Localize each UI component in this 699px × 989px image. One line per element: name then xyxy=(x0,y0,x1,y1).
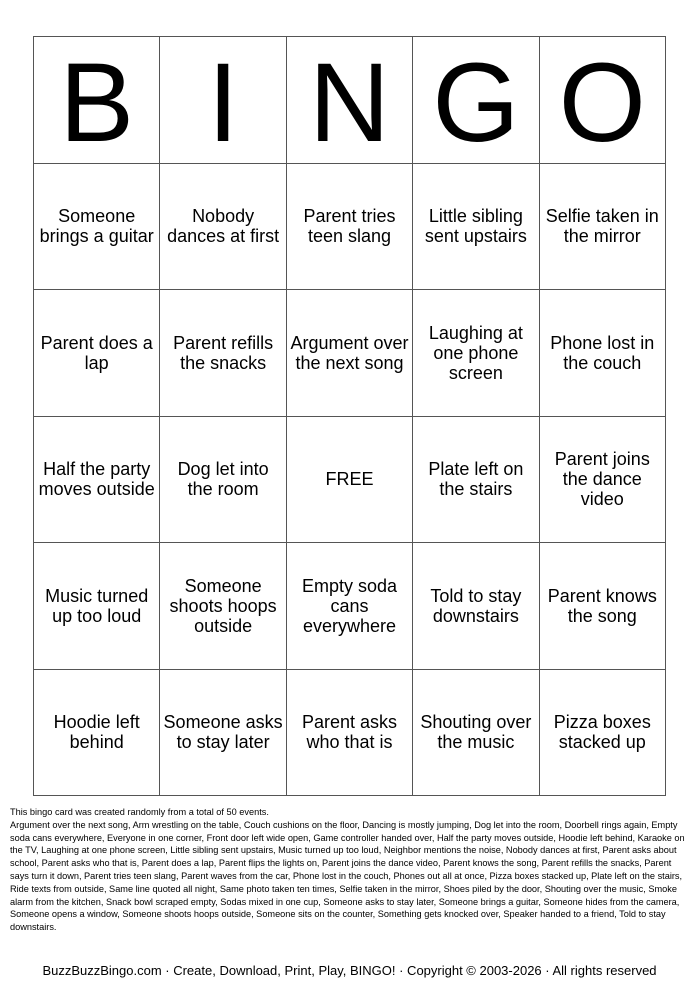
bingo-cell: Shouting over the music xyxy=(413,670,539,797)
header-letter-i: I xyxy=(160,37,286,164)
site-footer: BuzzBuzzBingo.com · Create, Download, Print, Play, BINGO! · Copyright © 2003-2026 · All rights reserved xyxy=(42,963,657,978)
bingo-cell: Parent joins the dance video xyxy=(540,417,666,544)
event-list-footnote xyxy=(10,806,692,934)
bingo-cell: Phone lost in the couch xyxy=(540,290,666,417)
bingo-cell: Little sibling sent upstairs xyxy=(413,164,539,291)
bingo-cell: Told to stay downstairs xyxy=(413,543,539,670)
bingo-cell: Half the party moves outside xyxy=(34,417,160,544)
bingo-cell: Music turned up too loud xyxy=(34,543,160,670)
bingo-cell: Parent does a lap xyxy=(34,290,160,417)
bingo-cell: Pizza boxes stacked up xyxy=(540,670,666,797)
header-letter-o: O xyxy=(540,37,666,164)
bingo-cell: Plate left on the stairs xyxy=(413,417,539,544)
bingo-card xyxy=(33,36,666,796)
bingo-cell: Nobody dances at first xyxy=(160,164,286,291)
footnote-event-list: Argument over the next song, Arm wrestling on the table, Couch cushions on the floor, Dancing is mostly jumping, Dog let into the room, Doorbell rings again, Empty soda cans everywhere, Everyone in one corner, Front door left wide open, Game controller handed over, Half the party moves outside, Hoodie left behind, Karaoke on the TV, Laughing at one phone screen, Little sibling sent upstairs, Music turned up too loud, Neighbor mentions the noise, Nobody dances at first, Parent asks about school, Parent asks who that is, Parent does a lap, Parent flips the lights on, Parent joins the dance video, Parent knows the song, Parent refills the snacks, Parent says turn it down, Parent tries teen slang, Parent waves from the car, Phone lost in the couch, Phones out all at once, Pizza boxes stacked up, Plate left on the stairs, Ride texts from outside, Same line quoted all night, Same photo taken ten times, Selfie taken in the mirror, Shoes piled by the door, Shouting over the music, Smoke alarm from the kitchen, Snack bowl scraped empty, Sodas mixed in one cup, Someone asks to stay later, Someone brings a guitar, Someone hides from the camera, Someone opens a window, Someone shoots hoops outside, Someone sits on the counter, Something gets knocked over, Speaker handed to a friend, Told to stay downstairs. xyxy=(10,819,685,933)
bingo-cell: Parent tries teen slang xyxy=(287,164,413,291)
bingo-cell: Selfie taken in the mirror xyxy=(540,164,666,291)
footnote-intro: This bingo card was created randomly from a total of 50 events. xyxy=(10,807,269,817)
bingo-cell: Someone shoots hoops outside xyxy=(160,543,286,670)
header-letter-b: B xyxy=(34,37,160,164)
bingo-cell: Hoodie left behind xyxy=(34,670,160,797)
bingo-cell: Parent knows the song xyxy=(540,543,666,670)
free-space-cell: FREE xyxy=(287,417,413,544)
bingo-cell: Empty soda cans everywhere xyxy=(287,543,413,670)
header-letter-g: G xyxy=(413,37,539,164)
bingo-cell: Dog let into the room xyxy=(160,417,286,544)
header-letter-n: N xyxy=(287,37,413,164)
bingo-cell: Argument over the next song xyxy=(287,290,413,417)
bingo-cell: Parent asks who that is xyxy=(287,670,413,797)
bingo-cell: Parent refills the snacks xyxy=(160,290,286,417)
bingo-cell: Someone asks to stay later xyxy=(160,670,286,797)
bingo-cell: Laughing at one phone screen xyxy=(413,290,539,417)
bingo-cell: Someone brings a guitar xyxy=(34,164,160,291)
